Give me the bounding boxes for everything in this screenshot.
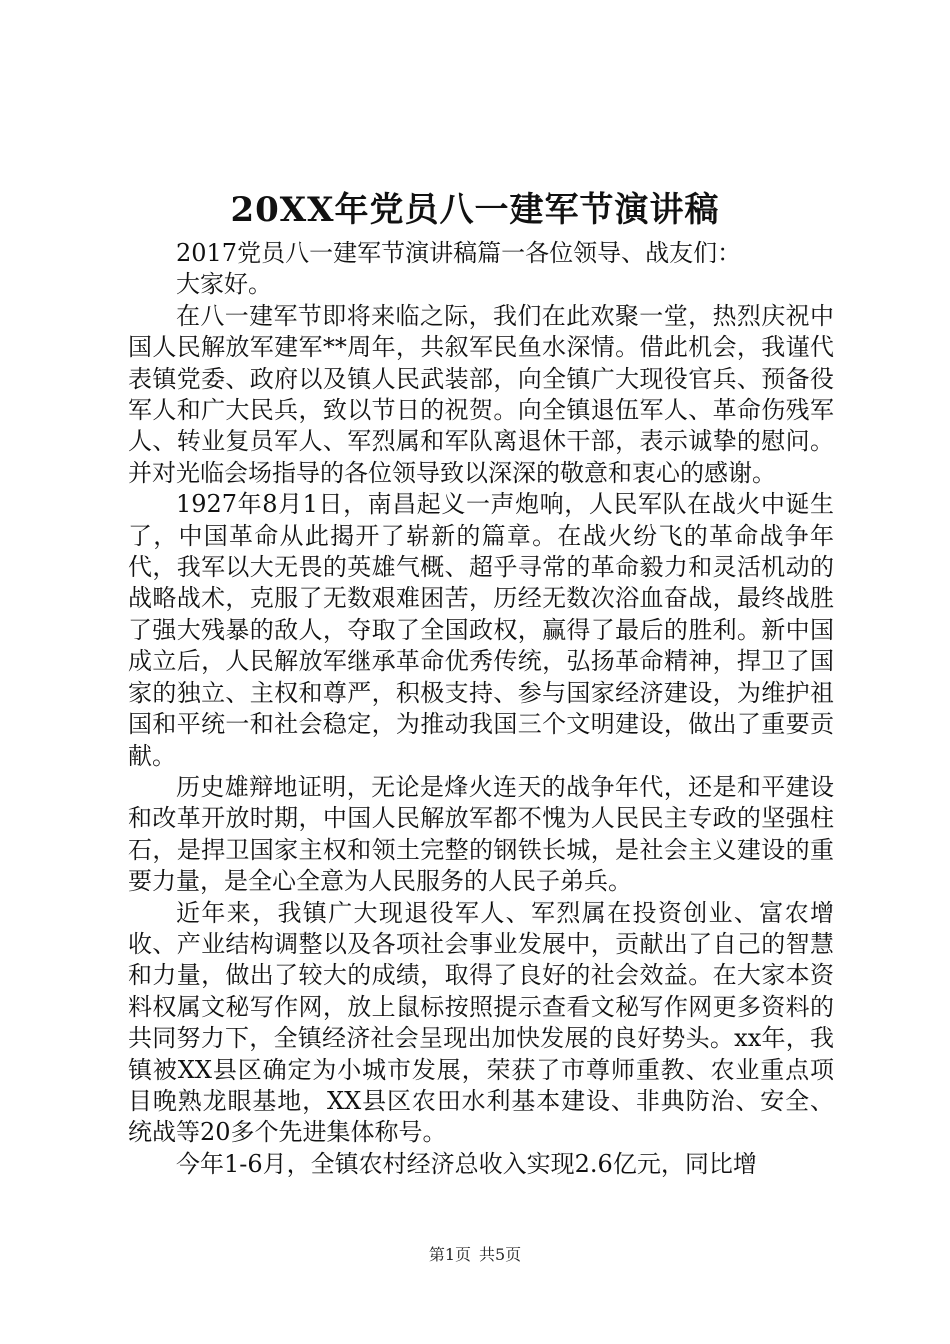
- document-title: 20XX年党员八一建军节演讲稿: [230, 190, 720, 230]
- document-body: [128, 238, 834, 1180]
- paragraph-proof: 历史雄辩地证明，无论是烽火连天的战争年代，还是和平建设和改革开放时期，中国人民解放军都不愧为人民民主专政的坚强柱石，是捍卫国家主权和领土完整的钢铁长城，是社会主义建设的重要力量，是全心全意为人民服务的人民子弟兵。: [128, 772, 834, 896]
- paragraph-greeting: 2017党员八一建军节演讲稿篇一各位领导、战友们：: [176, 239, 742, 267]
- paragraph-hello: 大家好。: [176, 270, 272, 299]
- paragraph-history: 1927年8月1日，南昌起义一声炮响，人民军队在战火中诞生了，中国革命从此揭开了崭新的篇章。在战火纷飞的革命战争年代，我军以大无畏的英雄气概、超乎寻常的革命毅力和灵活机动的战略战术，克服了无数艰难困苦，历经无数次浴血奋战，最终战胜了强大残暴的敌人，夺取了全国政权，赢得了最后的胜利。新中国成立后，人民解放军继承革命优秀传统，弘扬革命精神，捍卫了国家的独立、主权和尊严，积极支持、参与国家经济建设，为维护祖国和平统一和社会稳定，为推动我国三个文明建设，做出了重要贡献。: [128, 490, 834, 770]
- page-number-current: 第1页: [428, 1245, 471, 1264]
- paragraph-celebration: 在八一建军节即将来临之际，我们在此欢聚一堂，热烈庆祝中国人民解放军建军**周年，共叙军民鱼水深情。借此机会，我谨代表镇党委、政府以及镇人民武装部，向全镇广大现役官兵、预备役军人和广大民兵，致以节日的祝贺。向全镇退伍军人、革命伤残军人、转业复员军人、军烈属和军队离退休干部，表示诚挚的慰问。并对光临会场指导的各位领导致以深深的敬意和衷心的感谢。: [128, 301, 834, 487]
- page-number-total: 共5页: [479, 1245, 522, 1264]
- paragraph-this-year: 今年1-6月，全镇农村经济总收入实现2.6亿元，同比增: [176, 1149, 757, 1178]
- page-footer: [0, 1245, 950, 1265]
- paragraph-recent-years: 近年来，我镇广大现退役军人、军烈属在投资创业、富农增收、产业结构调整以及各项社会事业发展中，贡献出了自己的智慧和力量，做出了较大的成绩，取得了良好的社会效益。在大家本资料权属文秘写作网，放上鼠标按照提示查看文秘写作网更多资料的共同努力下，全镇经济社会呈现出加快发展的良好势头。xx年，我镇被XX县区确定为小城市发展，荣获了市尊师重教、农业重点项目晚熟龙眼基地，XX县区农田水利基本建设、非典防治、安全、统战等20多个先进集体称号。: [128, 898, 834, 1147]
